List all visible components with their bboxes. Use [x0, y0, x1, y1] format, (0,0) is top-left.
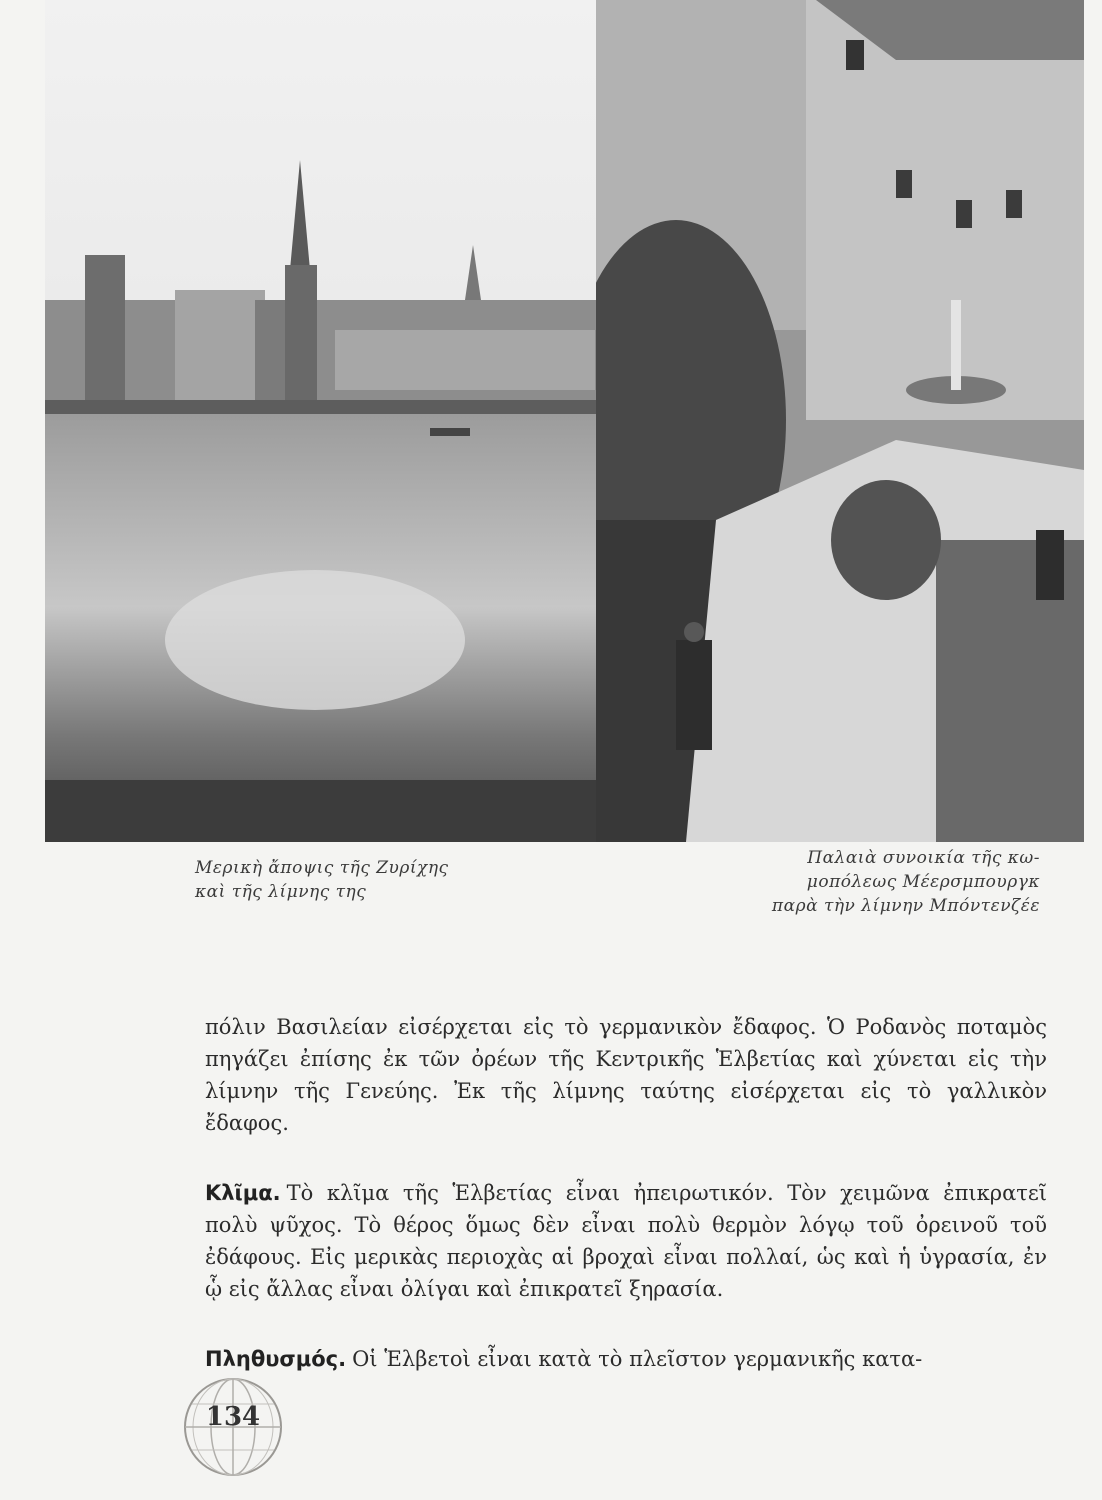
photo-meersburg-street: [596, 0, 1084, 842]
caption-meersburg-line-1: Παλαιὰ συνοικία τῆς κω-: [807, 848, 1040, 868]
caption-meersburg: [740, 846, 1040, 918]
photo-zurich-lake: [45, 0, 597, 842]
caption-meersburg-line-3: παρὰ τὴν λίμνην Μπόντενζέε: [771, 896, 1040, 916]
caption-zurich-line-1: Μερικὴ ἄποψις τῆς Ζυρίχης: [195, 858, 449, 878]
paragraph-rivers: [205, 1011, 1047, 1139]
page-number: 134: [205, 1402, 261, 1432]
page-number-badge: [178, 1372, 288, 1482]
paragraph-population-text: Οἱ Ἑλβετοὶ εἶναι κατὰ τὸ πλεῖστον γερμανικῆς κατα-: [352, 1347, 923, 1371]
caption-zurich-line-2: καὶ τῆς λίμνης της: [195, 882, 367, 902]
paragraph-climate: [205, 1177, 1047, 1305]
paragraph-population: [205, 1343, 1047, 1375]
caption-meersburg-line-2: μοπόλεως Μέερσμπουργκ: [806, 872, 1040, 892]
heading-population: Πληθυσμός.: [205, 1347, 347, 1371]
paragraph-climate-text: Τὸ κλῖμα τῆς Ἑλβετίας εἶναι ἠπειρωτικόν. Τὸν χειμῶνα ἐπικρατεῖ πολὺ ψῦχος. Τὸ θέρος ὅμως δὲν εἶναι πολὺ θερμὸν λόγῳ τοῦ ὀρεινοῦ τοῦ ἐδάφους. Εἰς μερικὰς περιοχὰς αἱ βροχαὶ εἶναι πολλαί, ὡς καὶ ἡ ὑγρασία, ἐν ᾧ εἰς ἄλλας εἶναι ὀλίγαι καὶ ἐπικρατεῖ ξηρασία.: [205, 1181, 1047, 1301]
heading-climate: Κλῖμα.: [205, 1181, 281, 1205]
paragraph-rivers-text: πόλιν Βασιλείαν εἰσέρχεται εἰς τὸ γερμανικὸν ἔδαφος. Ὁ Ροδανὸς ποταμὸς πηγάζει ἐπίσης ἐκ τῶν ὀρέων τῆς Κεντρικῆς Ἑλβετίας καὶ χύνεται εἰς τὴν λίμνην τῆς Γενεύης. Ἐκ τῆς λίμνης ταύτης εἰσέρχεται εἰς τὸ γαλλικὸν ἔδαφος.: [205, 1015, 1047, 1135]
caption-zurich: [195, 856, 525, 904]
